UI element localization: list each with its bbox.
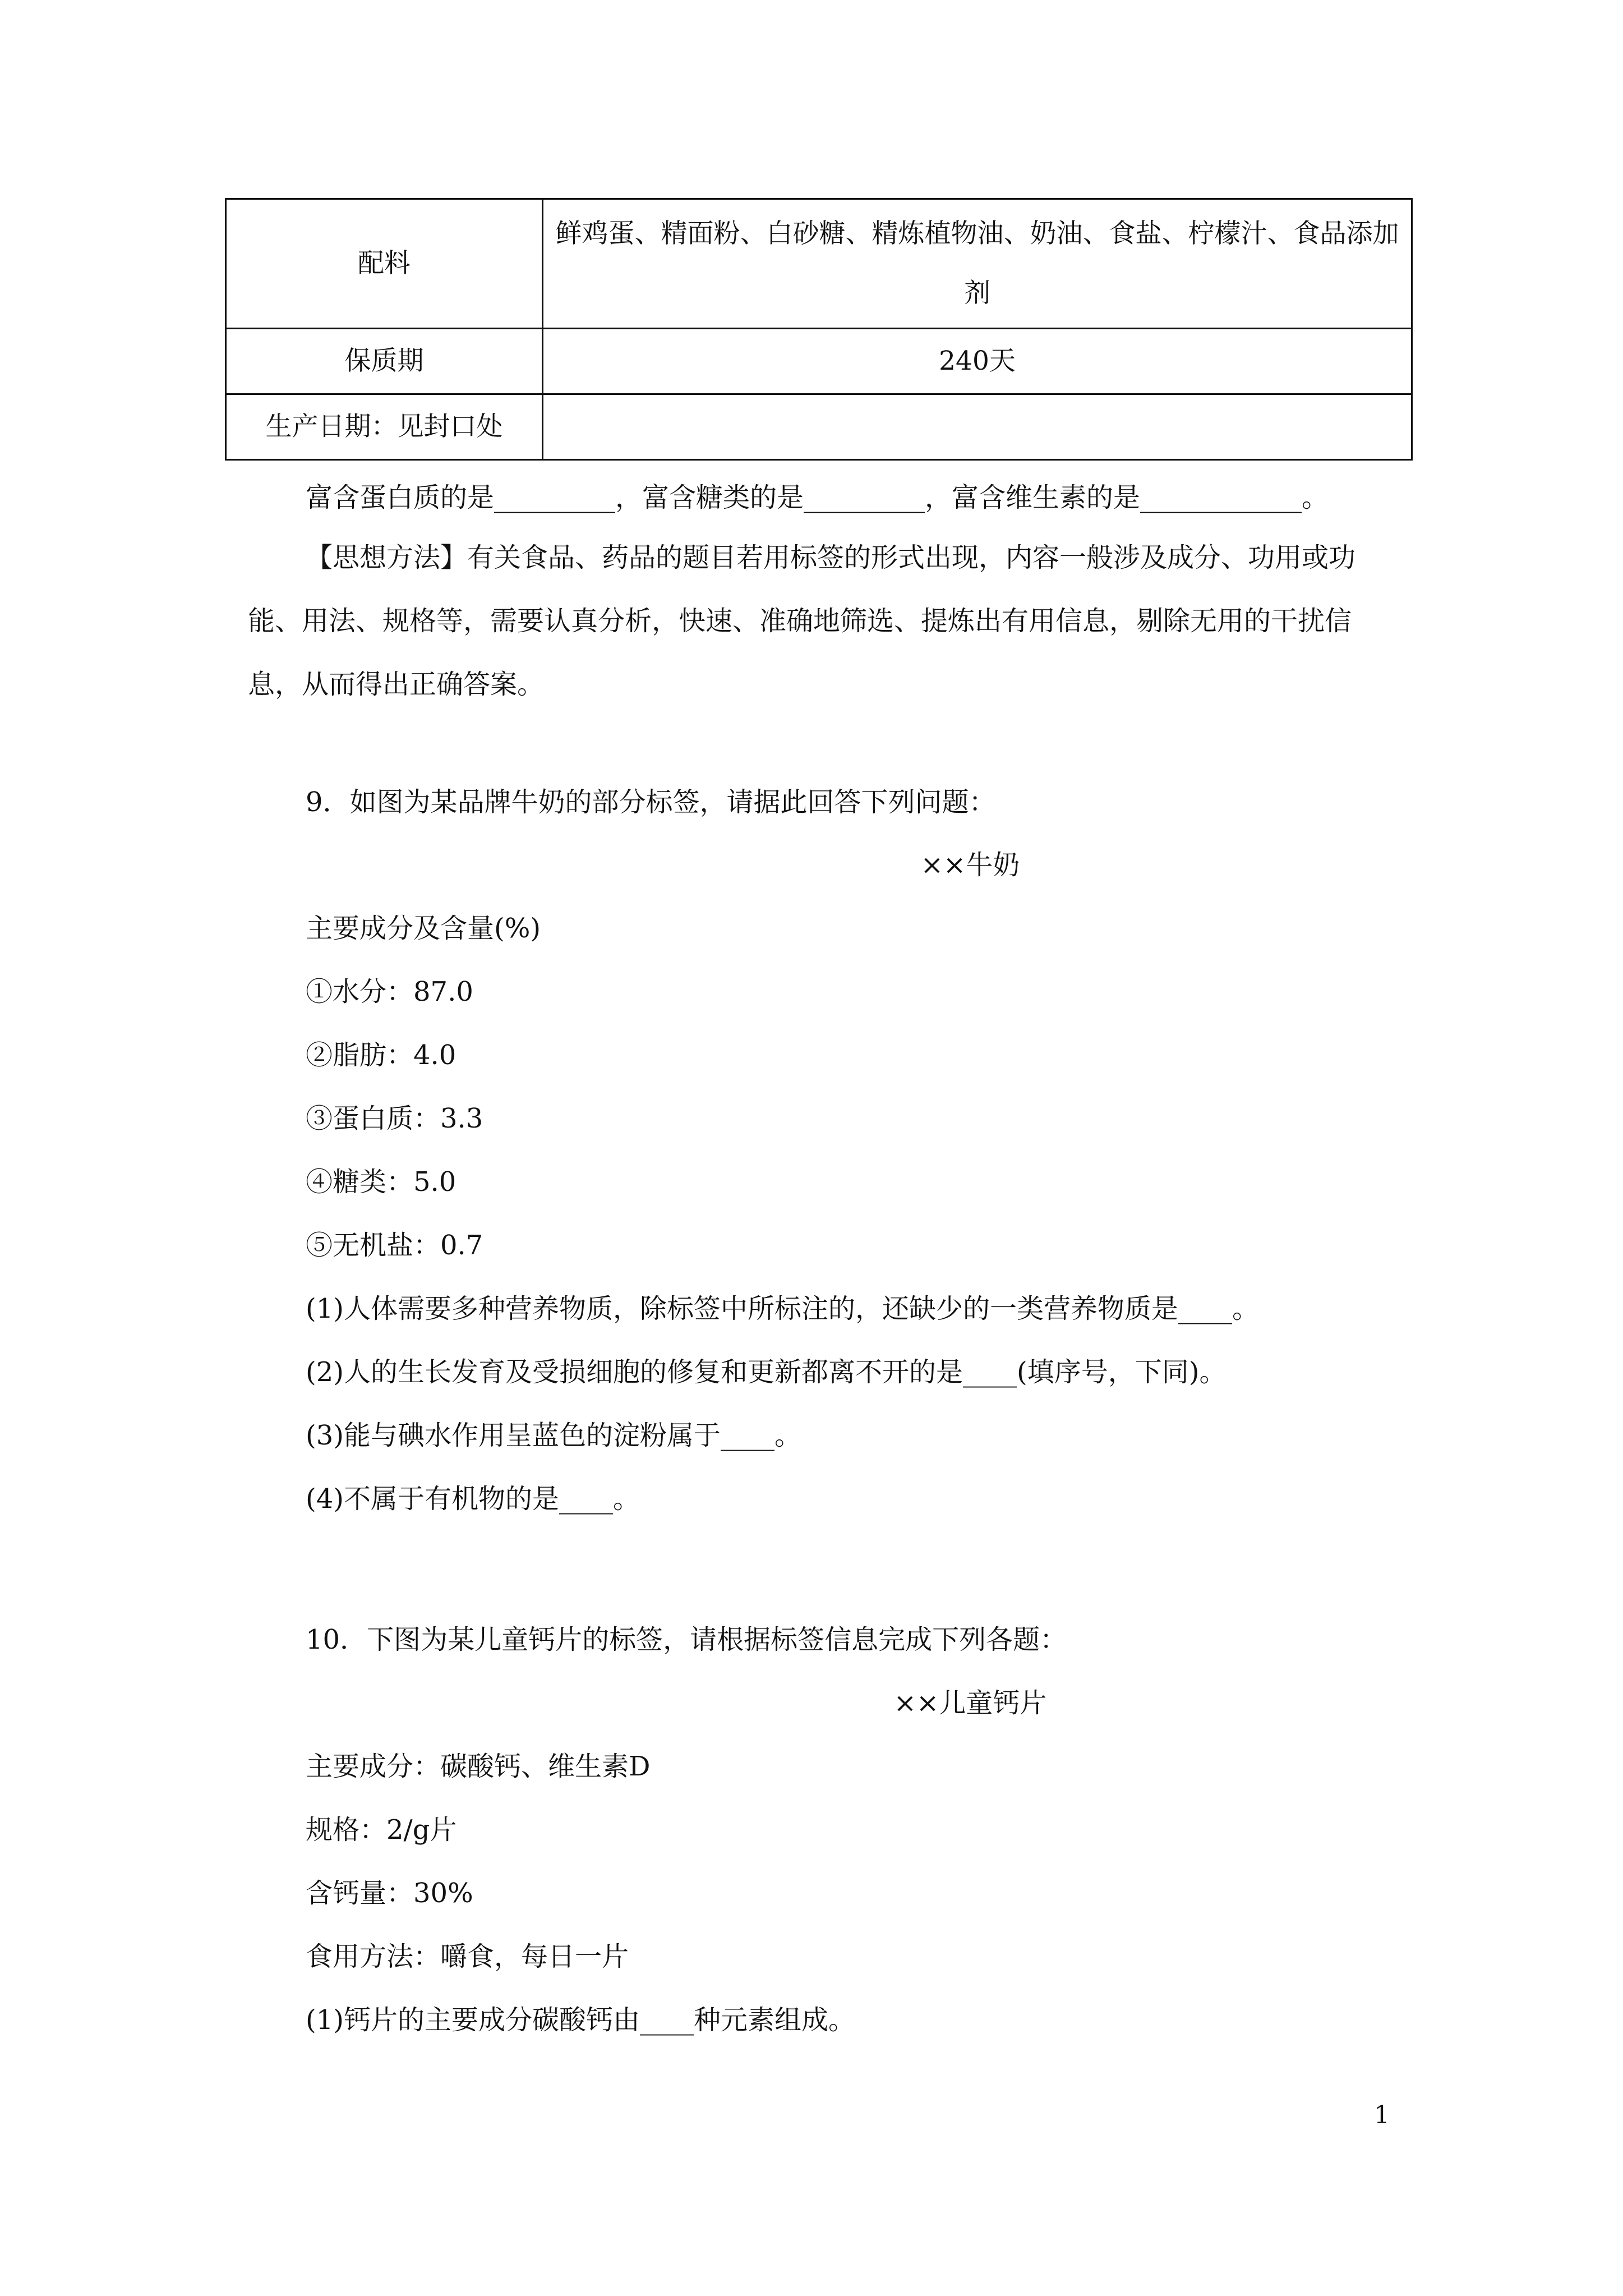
q10-label-title: ××儿童钙片 xyxy=(893,1687,1047,1719)
q10-item: 食用方法：嚼食，每日一片 xyxy=(306,1941,629,1972)
table-cell-label: 生产日期：见封口处 xyxy=(226,394,543,460)
table-row xyxy=(226,394,1412,460)
q8-blank-line: 富含蛋白质的是_________，富含糖类的是_________，富含维生素的是____________。 xyxy=(306,482,1329,513)
table-cell-value: 240天 xyxy=(543,329,1412,394)
table-cell-value: 鲜鸡蛋、精面粉、白砂糖、精炼植物油、奶油、食盐、柠檬汁、食品添加剂 xyxy=(543,199,1412,329)
q9-stem: 9．如图为某品牌牛奶的部分标签，请据此回答下列问题： xyxy=(306,786,996,818)
table-row xyxy=(226,199,1412,329)
q9-question: (3)能与碘水作用呈蓝色的淀粉属于____。 xyxy=(306,1420,801,1451)
q9-label-title: ××牛奶 xyxy=(920,849,1020,881)
q10-item: 规格：2/g片 xyxy=(306,1814,457,1846)
q9-heading: 主要成分及含量(%) xyxy=(306,913,541,944)
table-row xyxy=(226,329,1412,394)
q9-item: ⑤无机盐：0.7 xyxy=(306,1230,483,1261)
q10-item: 含钙量：30% xyxy=(306,1878,473,1909)
table-cell-value xyxy=(543,394,1412,460)
method-paragraph xyxy=(248,526,1392,716)
method-text: 有关食品、药品的题目若用标签的形式出现，内容一般涉及成分、功用或功能、用法、规格等，需要认真分析，快速、准确地筛选、提炼出有用信息，剔除无用的干扰信息，从而得出正确答案。 xyxy=(248,542,1356,700)
q9-item: ①水分：87.0 xyxy=(306,976,473,1007)
method-tag: 【思想方法】 xyxy=(306,542,468,573)
q10-question: (1)钙片的主要成分碳酸钙由____种元素组成。 xyxy=(306,2004,855,2036)
q9-question: (1)人体需要多种营养物质，除标签中所标注的，还缺少的一类营养物质是____。 xyxy=(306,1293,1259,1324)
q9-question: (4)不属于有机物的是____。 xyxy=(306,1483,640,1515)
q10-stem: 10．下图为某儿童钙片的标签，请根据标签信息完成下列各题： xyxy=(306,1624,1067,1655)
q9-item: ②脂肪：4.0 xyxy=(306,1039,457,1071)
q9-item: ③蛋白质：3.3 xyxy=(306,1103,483,1134)
page-number: 1 xyxy=(1374,2101,1390,2129)
q9-item: ④糖类：5.0 xyxy=(306,1166,457,1198)
q9-question: (2)人的生长发育及受损细胞的修复和更新都离不开的是____(填序号，下同)。 xyxy=(306,1356,1227,1388)
food-label-table xyxy=(225,198,1413,461)
table-cell-label: 配料 xyxy=(226,199,543,329)
q10-item: 主要成分：碳酸钙、维生素D xyxy=(306,1751,651,1782)
table-cell-label: 保质期 xyxy=(226,329,543,394)
